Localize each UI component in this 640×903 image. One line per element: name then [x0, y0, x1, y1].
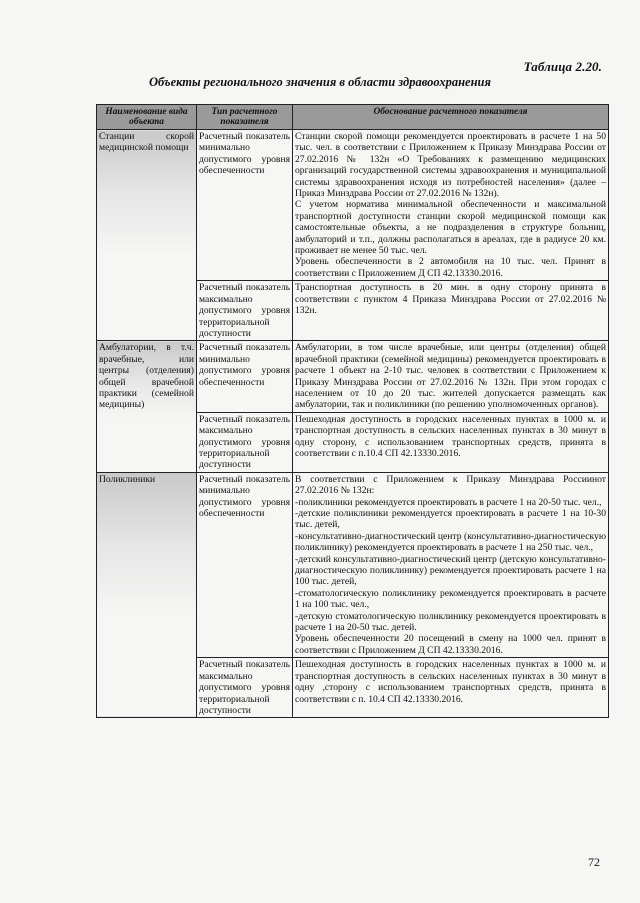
justification-paragraph: Амбулатории, в том числе врачебные, или центры (отделения) общей врачебной практики (семейной медицины) рекомендуется проектировать в расчете 1 объект на 2-10 тыс. человек в соответствии с Приложением к Приказу Минздрава России от 27.02.2016 № 132н. При этом городах с населением от 10 до 20 тыс. жителей допускается размещать как амбулатории, так и поликлиники (по решению уполномоченных органов).: [295, 342, 606, 411]
indicator-type-cell: Расчетный показатель минимально допустимого уровня обеспеченности: [197, 341, 293, 412]
table-header-row: [97, 105, 609, 130]
table-row: [97, 130, 609, 281]
page-number: 72: [588, 855, 600, 869]
indicator-type-cell: Расчетный показатель минимально допустимого уровня обеспеченности: [197, 472, 293, 658]
justification-paragraph: Уровень обеспеченности 20 посещений в смену на 1000 чел. принят в соответствии с Приложением Д СП 42.13330.2016.: [295, 633, 606, 656]
indicator-type-cell: Расчетный показатель максимально допустимого уровня территориальной доступности: [197, 658, 293, 718]
justification-paragraph: -стоматологическую поликлинику рекомендуется проектировать в расчете 1 на 100 тыс. чел.,: [295, 587, 606, 611]
justification-paragraph: Транспортная доступность в 20 мин. в одну сторону принята в соответствии с пунктом 4 Приказа Минздрава России от 27.02.2016 № 132н.: [295, 282, 606, 317]
justification-paragraph: -консультативно-диагностический центр (консультативно-диагностическую поликлинику) рекомендуется проектировать в расчете 1 на 250 тыс. чел.,: [295, 530, 606, 554]
justification-paragraph: -поликлиники рекомендуется проектировать в расчете 1 на 20-50 тыс. чел.,: [295, 496, 602, 508]
header-object-type: Наименование вида объекта: [97, 105, 197, 130]
justification-paragraph: Пешеходная доступность в городских населенных пунктах в 1000 м. и транспортная доступность в сельских населенных пунктах в 30 минут в одну ,сторону с использованием транспортных средств, принята в соответствии с п. 10.4 СП 42.13330.2016.: [295, 659, 606, 705]
table-title: Объекты регионального значения в области здравоохранения: [149, 75, 491, 89]
header-indicator-type: Тип расчетного показателя: [197, 105, 293, 130]
regional-objects-table: [96, 104, 609, 718]
justification-paragraph: Станции скорой помощи рекомендуется проектировать в расчете 1 на 50 тыс. чел. в соответствии с Приложением к Приказу Минздрава России от 27.02.2016 № 132н «О Требованиях к размещению медицинских организаций государственной системы здравоохранения и муниципальной системы здравоохранения исходя из потребностей населения» (далее – Приказ Минздрава России от 27.02.2016 № 132н).: [295, 131, 606, 200]
justification-cell: [293, 472, 609, 658]
justification-paragraph: С учетом норматива минимальной обеспеченности и максимальной транспортной доступности станции скорой медицинской помощи как самостоятельные объекты, а не подразделения в структуре больниц, амбулаторий и т.п., должны располагаться в ареалах, где в радиусе 20 км. проживает не менее 50 тыс. чел.: [295, 199, 606, 257]
header-justification: Обоснование расчетного показателя: [293, 105, 609, 130]
object-name-cell: Станции скорой медицинской помощи: [97, 130, 197, 341]
table-row: [97, 341, 609, 412]
table-number-label: Таблица 2.20.: [523, 59, 602, 74]
indicator-type-cell: Расчетный показатель максимально допустимого уровня территориальной доступности: [197, 412, 293, 472]
object-name-cell: Поликлиники: [97, 472, 197, 718]
justification-cell: [293, 130, 609, 281]
justification-paragraph: -детский консультативно-диагностический центр (детскую консультативно-диагностическую поликлинику) рекомендуется проектировать расчете 1 на 100 тыс. детей,: [295, 553, 606, 588]
justification-paragraph: -детские поликлиники рекомендуется проектировать в расчете 1 на 10-30 тыс. детей,: [295, 508, 606, 531]
table-row: [97, 472, 609, 658]
justification-cell: [293, 341, 609, 412]
object-name-cell: Амбулатории, в т.ч. врачебные, или центры (отделения) общей врачебной практики (семейной медицины): [97, 341, 197, 472]
justification-cell: [293, 281, 609, 341]
indicator-type-cell: Расчетный показатель максимально допустимого уровня территориальной доступности: [197, 281, 293, 341]
justification-cell: [293, 412, 609, 472]
justification-paragraph: -детскую стоматологическую поликлинику рекомендуется проектировать в расчете 1 на 20-50 тыс. детей.: [295, 610, 606, 634]
justification-cell: [293, 658, 609, 718]
justification-paragraph: В соответствии с Приложением к Приказу Минздрава Россиинот 27.02.2016 № 132н:: [295, 473, 606, 497]
justification-paragraph: Уровень обеспеченности в 2 автомобиля на 10 тыс. чел. Принят в соответствии с Приложением Д СП 42.13330.2016.: [295, 256, 606, 279]
indicator-type-cell: Расчетный показатель минимально допустимого уровня обеспеченности: [197, 130, 293, 281]
justification-paragraph: Пешеходная доступность в городских населенных пунктах в 1000 м. и транспортная доступность в сельских населенных пунктах в 30 минут в одну сторону, с использованием транспортных средств, принята в соответствии с п.10.4 СП 42.13330.2016.: [295, 413, 606, 459]
